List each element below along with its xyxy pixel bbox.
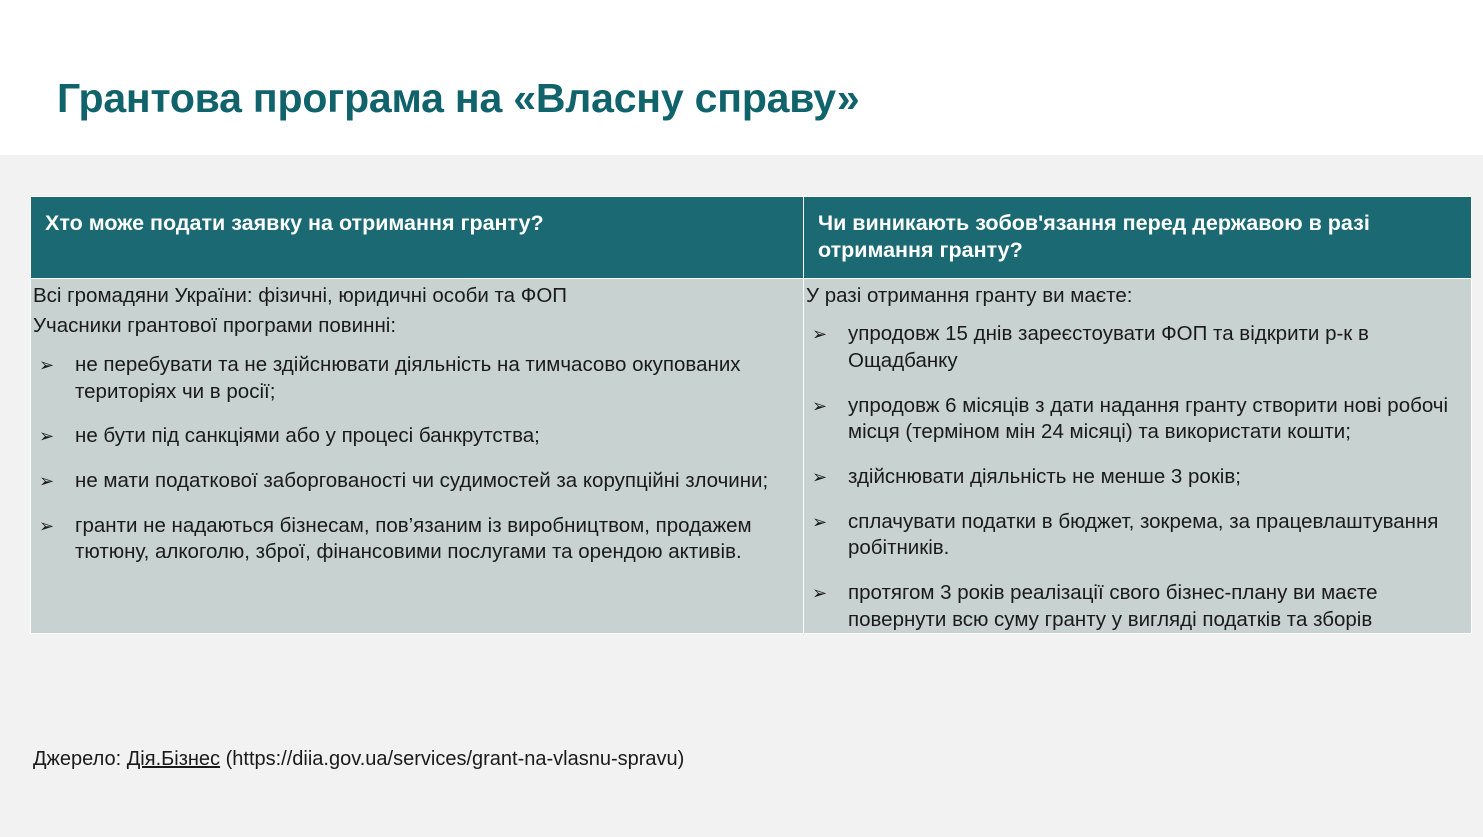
- grant-table-container: [30, 196, 1449, 634]
- arrow-bullet-icon: ➢: [812, 395, 828, 416]
- cell-obligations: [804, 278, 1472, 633]
- list-item-text: не перебувати та не здійснювати діяльність на тимчасово окупованих територіях чи в росії;: [75, 353, 741, 403]
- grant-table: [30, 196, 1472, 634]
- arrow-bullet-icon: ➢: [812, 582, 828, 603]
- cell-eligibility: [31, 278, 804, 633]
- arrow-bullet-icon: ➢: [812, 324, 828, 345]
- list-item: [804, 580, 1471, 633]
- list-item-text: протягом 3 років реалізації свого бізнес-плану ви маєте повернути всю суму гранту у вигляді податків та зборів: [848, 580, 1378, 631]
- list-item: [31, 513, 803, 566]
- list-item-text: здійснювати діяльність не менше 3 років;: [848, 464, 1241, 488]
- table-row: [31, 278, 1472, 633]
- list-item-text: упродовж 15 днів зареєстоувати ФОП та відкрити р-к в Ощадбанку: [848, 322, 1369, 373]
- page-title: Грантова програма на «Власну справу»: [57, 75, 860, 122]
- table-header-row: [31, 197, 1472, 279]
- list-item: [804, 464, 1471, 491]
- source-note: [33, 748, 684, 771]
- eligibility-lead-text-2: Учасники грантової програми повинні:: [33, 314, 397, 338]
- list-item-text: сплачувати податки в бюджет, зокрема, за працевлаштування робітників.: [848, 509, 1439, 560]
- list-item: [31, 423, 803, 450]
- list-item: [31, 468, 803, 495]
- list-item: [31, 352, 803, 405]
- list-item-text: гранти не надаються бізнесам, пов’язаним із виробництвом, продажем тютюну, алкоголю, зброї, фінансовими послугами та орендою активів.: [75, 513, 752, 564]
- eligibility-lead-text: Всі громадяни України: фізичні, юридичні особи та ФОП: [33, 283, 568, 307]
- list-item-text: не мати податкової заборгованості чи судимостей за корупційні злочини;: [75, 468, 769, 492]
- source-link[interactable]: Дія.Бізнес: [126, 748, 221, 770]
- eligibility-bullet-list: [31, 352, 803, 566]
- arrow-bullet-icon: ➢: [812, 466, 828, 487]
- arrow-bullet-icon: ➢: [812, 511, 828, 532]
- list-item: [804, 509, 1471, 562]
- obligations-lead-text: У разі отримання гранту ви маєте:: [806, 283, 1133, 307]
- list-item-text: не бути під санкціями або у процесі банкрутства;: [75, 424, 540, 448]
- list-item-text: упродовж 6 місяців з дати надання гранту створити нові робочі місця (терміном мін 24 місяці) та використати кошти;: [848, 393, 1449, 444]
- column-header-eligibility: Хто може подати заявку на отримання гранту?: [31, 197, 804, 279]
- list-item: [804, 393, 1471, 446]
- column-header-obligations: Чи виникають зобов'язання перед державою в разі отримання гранту?: [804, 197, 1472, 279]
- arrow-bullet-icon: ➢: [39, 470, 55, 491]
- arrow-bullet-icon: ➢: [39, 515, 55, 536]
- obligations-bullet-list: [804, 321, 1471, 633]
- arrow-bullet-icon: ➢: [39, 426, 55, 447]
- list-item: [804, 321, 1471, 374]
- arrow-bullet-icon: ➢: [39, 355, 55, 376]
- source-prefix: Джерело:: [33, 748, 127, 770]
- source-url: (https://diia.gov.ua/services/grant-na-vlasnu-spravu): [220, 748, 685, 770]
